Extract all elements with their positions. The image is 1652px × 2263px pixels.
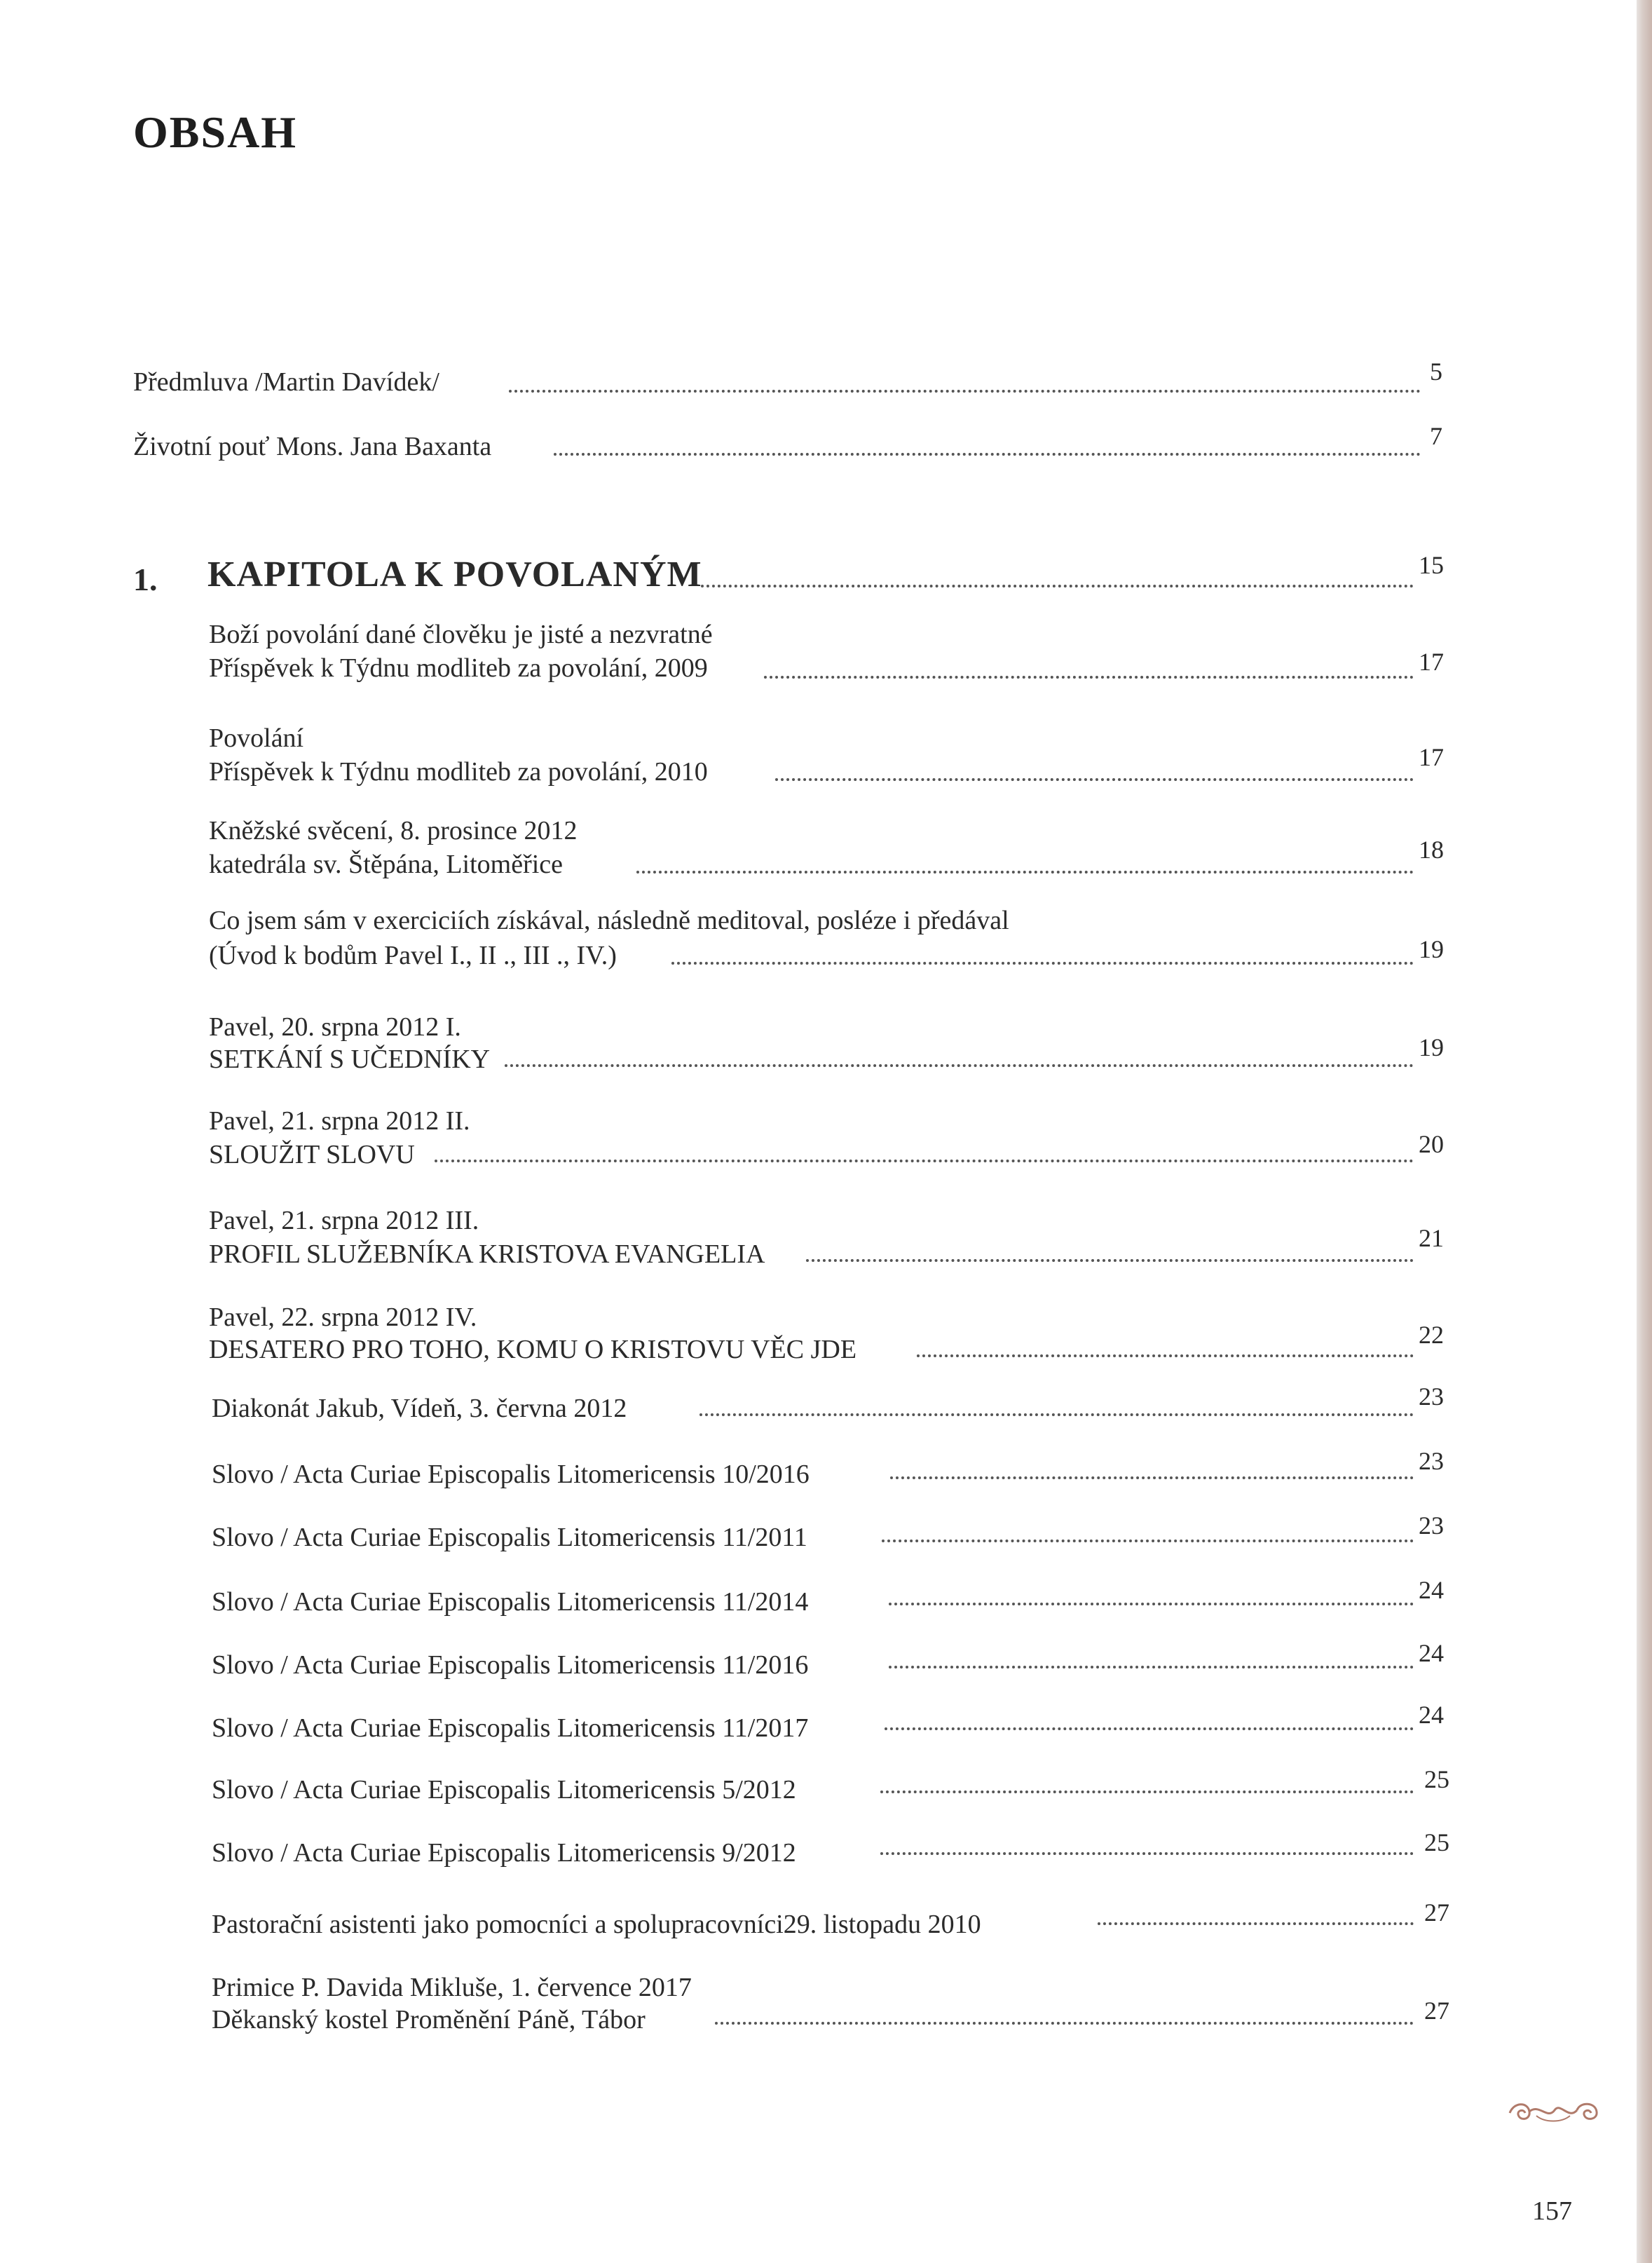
dot-leader <box>435 1160 1414 1162</box>
page-number: 157 <box>1532 2196 1572 2226</box>
toc-entry-line1: Pavel, 20. srpna 2012 I. <box>209 1012 461 1042</box>
dot-leader <box>764 676 1414 679</box>
toc-page-number: 27 <box>1424 1997 1449 2025</box>
toc-entry-line2: SLOUŽIT SLOVU <box>209 1140 415 1169</box>
dot-leader <box>890 1476 1414 1479</box>
flourish-ornament-icon <box>1504 2093 1602 2128</box>
toc-entry-title: Slovo / Acta Curiae Episcopalis Litomericensis 11/2017 <box>212 1713 809 1743</box>
dot-leader <box>806 1259 1414 1262</box>
toc-entry-title: Diakonát Jakub, Vídeň, 3. června 2012 <box>212 1394 627 1423</box>
toc-entry-title: Slovo / Acta Curiae Episcopalis Litomericensis 11/2014 <box>212 1587 809 1617</box>
toc-entry-line1: Primice P. Davida Mikluše, 1. července 2017 <box>212 1973 692 2002</box>
toc-page-number: 24 <box>1419 1701 1444 1729</box>
dot-leader <box>889 1666 1414 1669</box>
dot-leader <box>509 390 1421 393</box>
toc-page-number: 25 <box>1424 1828 1449 1856</box>
toc-entry-line1: Co jsem sám v exerciciích získával, následně meditoval, posléze i předával <box>209 906 1009 935</box>
toc-entry-line1: Povolání <box>209 723 304 753</box>
toc-page-number: 5 <box>1430 358 1442 386</box>
dot-leader <box>880 1852 1414 1855</box>
toc-page-number: 17 <box>1419 743 1444 771</box>
toc-entry-line1: Boží povolání dané člověku je jisté a nezvratné <box>209 620 713 649</box>
toc-entry-title: Slovo / Acta Curiae Episcopalis Litomericensis 11/2016 <box>212 1650 809 1680</box>
toc-entry-line1: Pavel, 22. srpna 2012 IV. <box>209 1303 477 1332</box>
toc-page-number: 19 <box>1419 935 1444 963</box>
chapter-number: 1. <box>133 562 158 597</box>
toc-entry-line1: Pavel, 21. srpna 2012 III. <box>209 1206 479 1235</box>
toc-page-number: 23 <box>1419 1447 1444 1475</box>
toc-page-number: 24 <box>1419 1576 1444 1604</box>
dot-leader <box>671 962 1414 965</box>
toc-page-number: 15 <box>1419 551 1444 579</box>
toc-entry-line2: DESATERO PRO TOHO, KOMU O KRISTOVU VĚC JDE <box>209 1335 857 1364</box>
toc-page-number: 21 <box>1419 1224 1444 1252</box>
toc-entry-title: Slovo / Acta Curiae Episcopalis Litomericensis 9/2012 <box>212 1838 796 1868</box>
toc-entry-title: Pastorační asistenti jako pomocníci a spolupracovníci29. listopadu 2010 <box>212 1910 981 1939</box>
toc-page-number: 18 <box>1419 836 1444 864</box>
dot-leader <box>699 1413 1414 1416</box>
toc-entry-line1: Pavel, 21. srpna 2012 II. <box>209 1106 470 1136</box>
toc-page-number: 24 <box>1419 1639 1444 1667</box>
toc-entry-title: Slovo / Acta Curiae Episcopalis Litomericensis 5/2012 <box>212 1775 796 1805</box>
toc-entry-line2: Děkanský kostel Proměnění Páně, Tábor <box>212 2005 646 2034</box>
dot-leader <box>715 2022 1414 2025</box>
dot-leader <box>917 1354 1414 1357</box>
toc-entry-line2: katedrála sv. Štěpána, Litoměřice <box>209 850 564 879</box>
toc-entry-title: Slovo / Acta Curiae Episcopalis Litomericensis 10/2016 <box>212 1460 810 1489</box>
chapter-title: KAPITOLA K POVOLANÝM <box>207 555 702 594</box>
toc-entry-title: Předmluva /Martin Davídek/ <box>133 367 439 397</box>
toc-entry-line2: SETKÁNÍ S UČEDNÍKY <box>209 1045 491 1074</box>
page-title: OBSAH <box>133 107 298 157</box>
toc-page-number: 25 <box>1424 1765 1449 1793</box>
toc-page-number: 23 <box>1419 1382 1444 1411</box>
toc-entry-line2: (Úvod k bodům Pavel I., II ., III ., IV.) <box>209 941 617 970</box>
toc-page-number: 27 <box>1424 1898 1449 1926</box>
dot-leader <box>880 1790 1414 1793</box>
dot-leader <box>636 871 1414 874</box>
toc-page-number: 7 <box>1430 422 1442 450</box>
dot-leader <box>554 453 1421 456</box>
dot-leader <box>885 1727 1414 1730</box>
dot-leader <box>882 1540 1414 1542</box>
dot-leader <box>1098 1922 1414 1925</box>
dot-leader <box>701 585 1414 587</box>
toc-entry-line1: Kněžské svěcení, 8. prosince 2012 <box>209 816 578 845</box>
toc-entry-line2: Příspěvek k Týdnu modliteb za povolání, 2009 <box>209 653 708 683</box>
toc-page-number: 20 <box>1419 1130 1444 1158</box>
dot-leader <box>505 1064 1414 1067</box>
toc-entry-line2: Příspěvek k Týdnu modliteb za povolání, 2010 <box>209 757 708 787</box>
toc-entry-title: Životní pouť Mons. Jana Baxanta <box>133 432 492 461</box>
toc-entry-title: Slovo / Acta Curiae Episcopalis Litomericensis 11/2011 <box>212 1523 807 1552</box>
toc-page-number: 23 <box>1419 1511 1444 1540</box>
dot-leader <box>889 1603 1414 1605</box>
toc-page-number: 22 <box>1419 1321 1444 1349</box>
toc-entry-line2: PROFIL SLUŽEBNÍKA KRISTOVA EVANGELIA <box>209 1239 765 1269</box>
toc-page-number: 19 <box>1419 1033 1444 1061</box>
page-edge <box>1637 0 1652 2263</box>
toc-page-number: 17 <box>1419 648 1444 676</box>
dot-leader <box>775 778 1414 781</box>
